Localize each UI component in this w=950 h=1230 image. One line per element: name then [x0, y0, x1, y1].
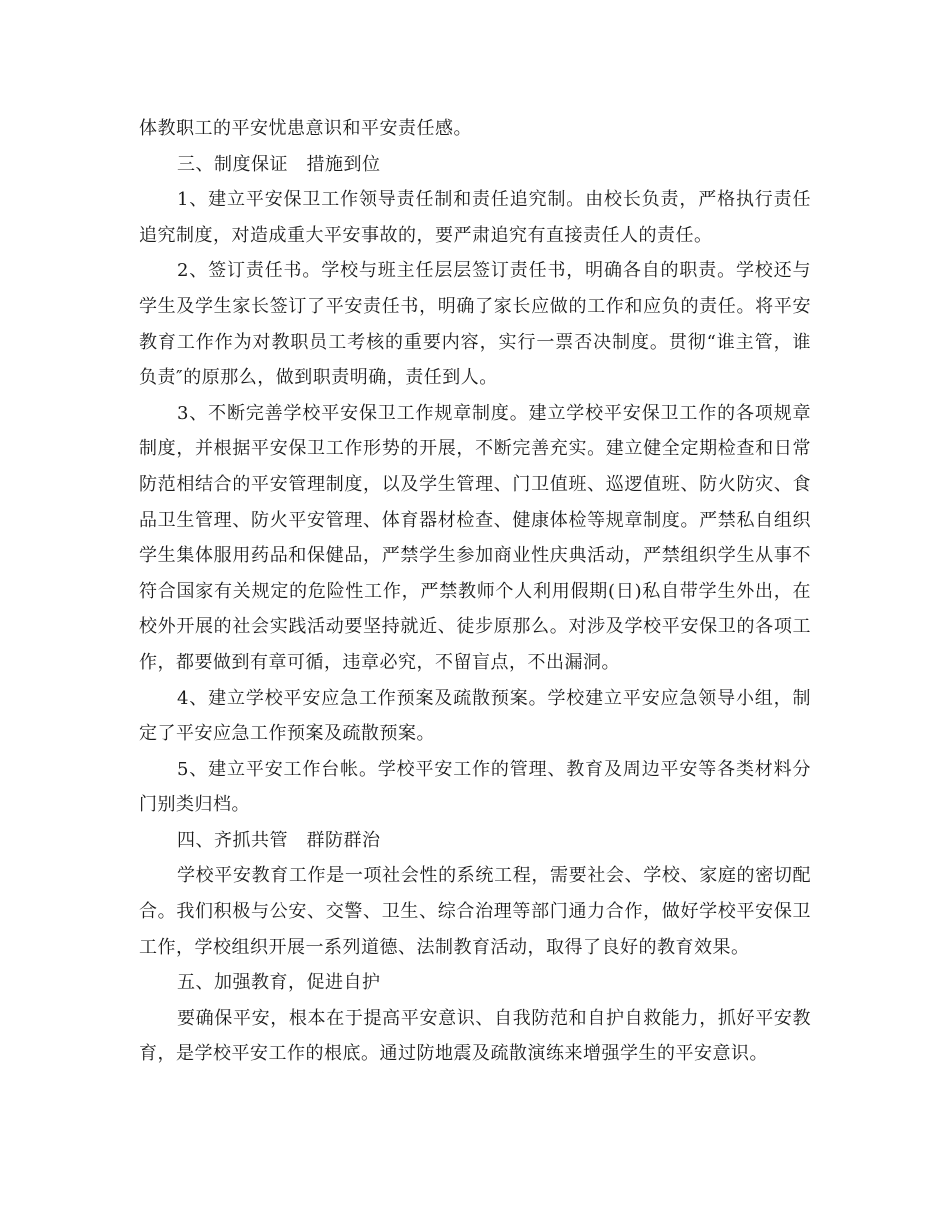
paragraph-item-4: 4、建立学校平安应急工作预案及疏散预案。学校建立平安应急领导小组，制定了平安应急工作预案及疏散预案。: [139, 687, 811, 745]
paragraph-continuation: 体教职工的平安忧患意识和平安责任感。: [139, 118, 472, 139]
section-heading-5: 五、加强教育，促进自护: [177, 972, 381, 994]
section-heading-4: 四、齐抓共管 群防群治: [177, 829, 381, 851]
document-body: [139, 111, 811, 1072]
paragraph-item-1: 1、建立平安保卫工作领导责任制和责任追究制。由校长负责，严格执行责任追究制度，对造成重大平安事故的，要严肃追究有直接责任人的责任。: [139, 189, 811, 246]
paragraph-section-5-body: 要确保平安，根本在于提高平安意识、自我防范和自护自救能力，抓好平安教育，是学校平安工作的根底。通过防地震及疏散演练来增强学生的平安意识。: [139, 1007, 811, 1065]
paragraph-item-5: 5、建立平安工作台帐。学校平安工作的管理、教育及周边平安等各类材料分门别类归档。: [139, 758, 811, 816]
section-heading-3: 三、制度保证 措施到位: [177, 153, 381, 175]
paragraph-item-3: 3、不断完善学校平安保卫工作规章制度。建立学校平安保卫工作的各项规章制度，并根据平安保卫工作形势的开展，不断完善充实。建立健全定期检查和日常防范相结合的平安管理制度，以及学生管理、门卫值班、巡逻值班、防火防灾、食品卫生管理、防火平安管理、体育器材检查、健康体检等规章制度。严禁私自组织学生集体服用药品和保健品，严禁学生参加商业性庆典活动，严禁组织学生从事不符合国家有关规定的危险性工作，严禁教师个人利用假期(日)私自带学生外出，在校外开展的社会实践活动要坚持就近、徒步原那么。对涉及学校平安保卫的各项工作，都要做到有章可循，违章必究，不留盲点，不出漏洞。: [139, 402, 811, 673]
paragraph-section-4-body: 学校平安教育工作是一项社会性的系统工程，需要社会、学校、家庭的密切配合。我们积极与公安、交警、卫生、综合治理等部门通力合作，做好学校平安保卫工作，学校组织开展一系列道德、法制教育活动，取得了良好的教育效果。: [139, 865, 811, 958]
paragraph-item-2: 2、签订责任书。学校与班主任层层签订责任书，明确各自的职责。学校还与学生及学生家长签订了平安责任书，明确了家长应做的工作和应负的责任。将平安教育工作作为对教职员工考核的重要内容，实行一票否决制度。贯彻“谁主管，谁负责″的原那么，做到职责明确，责任到人。: [139, 260, 811, 389]
